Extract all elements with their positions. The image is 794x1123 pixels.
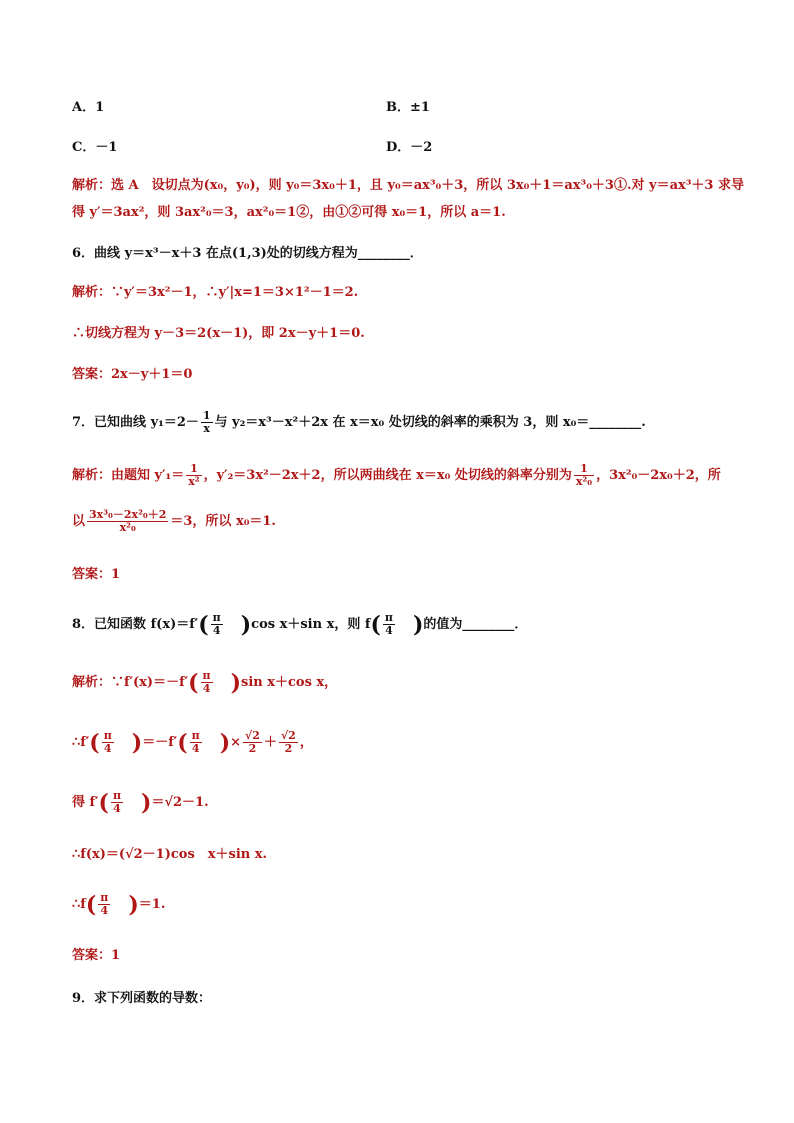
option-c: C．－1 xyxy=(72,140,118,155)
fraction-denominator: 2 xyxy=(248,742,257,755)
q8-question-part: 8．已知函数 f(x)＝f′ xyxy=(72,617,199,632)
pi-over-4-fraction xyxy=(111,790,123,815)
q8-solution-part: ＋ xyxy=(263,735,277,750)
fraction-denominator: x²₀ xyxy=(575,475,593,488)
q8-solution-line3 xyxy=(72,788,209,818)
q8-solution-part: 解析：∵f′(x)＝－f′ xyxy=(72,675,189,690)
fraction-numerator: 1 xyxy=(202,409,211,422)
pi-over-4-fraction xyxy=(211,612,223,637)
q9-question: 9．求下列函数的导数： xyxy=(72,991,212,1006)
pi-over-4-fraction xyxy=(201,670,213,695)
fraction-numerator: π xyxy=(212,611,221,624)
q7-solution-part: ，3x²₀－2x₀＋2，所 xyxy=(596,468,721,483)
fraction-numerator: √2 xyxy=(280,729,296,742)
fraction-numerator: 3x³₀－2x²₀＋2 xyxy=(89,508,167,521)
option-a: A．1 xyxy=(72,100,105,115)
fraction-numerator: π xyxy=(384,611,393,624)
q7-solution-part: ，y′₂＝3x²－2x＋2，所以两曲线在 x＝x₀ 处切线的斜率分别为 xyxy=(203,468,572,483)
q6-solution-line1: 解析：∵y′＝3x²－1，∴y′|x=1＝3×1²－1＝2. xyxy=(72,285,359,300)
q5-solution-line1: 解析：选 A 设切点为(x₀，y₀)，则 y₀＝3x₀＋1，且 y₀＝ax³₀＋3，所以 3x₀＋1＝ax³₀＋3①.对 y＝ax³＋3 求导 xyxy=(72,178,745,193)
open-paren: ( xyxy=(177,729,188,756)
fraction-numerator: π xyxy=(191,729,200,742)
pi-over-4-fraction xyxy=(102,730,114,755)
pi-over-4-fraction xyxy=(190,730,202,755)
close-paren: ) xyxy=(131,729,143,756)
option-d: D．－2 xyxy=(386,140,433,155)
q8-solution-part: ＝√2－1. xyxy=(151,795,209,810)
q8-solution-part: × xyxy=(230,735,242,750)
fraction-denominator: 4 xyxy=(202,682,211,695)
close-paren: ) xyxy=(128,891,139,918)
q7-solution-part: ＝3，所以 x₀＝1. xyxy=(170,514,276,529)
q7-solution-fraction xyxy=(186,463,201,488)
fraction-numerator: 1 xyxy=(186,463,201,476)
open-paren: ( xyxy=(89,729,100,756)
pi-over-4-fraction xyxy=(98,892,110,917)
open-paren: ( xyxy=(85,891,97,918)
fraction-numerator: π xyxy=(100,891,109,904)
open-paren: ( xyxy=(370,611,381,638)
q7-solution-fraction xyxy=(574,463,594,488)
fraction-numerator: √2 xyxy=(245,729,260,742)
q8-solution-part: sin x＋cos x， xyxy=(241,675,338,690)
pi-over-4-fraction xyxy=(383,612,395,637)
fraction-denominator: x xyxy=(203,422,210,435)
close-paren: ) xyxy=(219,729,231,756)
close-paren: ) xyxy=(240,611,252,638)
q7-solution-fraction xyxy=(87,509,168,534)
q7-question-suffix: 与 y₂＝x³－x²＋2x 在 x＝x₀ 处切线的斜率的乘积为 3，则 x₀＝________. xyxy=(214,415,646,430)
q6-answer: 答案：2x－y＋1＝0 xyxy=(72,367,193,382)
close-paren: ) xyxy=(141,789,152,816)
q8-answer: 答案：1 xyxy=(72,948,121,963)
q7-solution-line1 xyxy=(72,462,721,490)
fraction-denominator: 4 xyxy=(385,624,393,637)
q8-solution-part: ∴f xyxy=(72,897,86,912)
q6-question: 6．曲线 y＝x³－x＋3 在点(1,3)处的切线方程为________． xyxy=(72,246,423,261)
fraction-numerator: 1 xyxy=(574,463,594,476)
fraction-denominator: 4 xyxy=(100,904,109,917)
close-paren: ) xyxy=(230,669,241,696)
sqrt2-over-2-fraction xyxy=(279,730,298,755)
q8-solution-part: 得 f′ xyxy=(72,795,99,810)
fraction-numerator: π xyxy=(112,789,122,802)
q7-solution-part: 解析：由题知 y′₁＝ xyxy=(72,468,185,483)
q8-solution-line2 xyxy=(72,728,313,758)
open-paren: ( xyxy=(198,611,209,638)
fraction-denominator: 4 xyxy=(113,802,121,815)
q7-solution-line2 xyxy=(72,508,276,536)
open-paren: ( xyxy=(188,669,199,696)
q7-question-prefix: 7．已知曲线 y₁＝2－ xyxy=(72,415,199,430)
fraction-denominator: 4 xyxy=(103,742,112,755)
q7-solution-part: 以 xyxy=(72,514,86,529)
q7-question xyxy=(72,409,646,437)
q8-solution-line1 xyxy=(72,668,337,698)
fraction-denominator: x² xyxy=(188,475,200,488)
fraction-numerator: π xyxy=(103,729,112,742)
fraction-denominator: 4 xyxy=(191,742,200,755)
q5-solution-line2: 得 y′＝3ax²，则 3ax²₀＝3，ax²₀＝1②，由①②可得 x₀＝1，所以 a＝1. xyxy=(72,205,506,220)
q7-answer: 答案：1 xyxy=(72,567,121,582)
fraction-denominator: x²₀ xyxy=(119,521,136,534)
q8-solution-part: ＝1. xyxy=(138,897,166,912)
close-paren: ) xyxy=(412,611,424,638)
fraction-denominator: 2 xyxy=(284,742,293,755)
q8-question-part: 的值为________． xyxy=(423,617,528,632)
q7-question-fraction xyxy=(201,410,213,435)
q8-solution-line4: ∴f(x)＝(√2－1)cos x＋sin x. xyxy=(72,847,268,862)
q8-question xyxy=(72,610,527,640)
sqrt2-over-2-fraction xyxy=(243,730,262,755)
q8-solution-part: ， xyxy=(299,735,313,750)
q8-solution-part: ∴f′ xyxy=(72,735,90,750)
open-paren: ( xyxy=(98,789,109,816)
q8-solution-line5 xyxy=(72,890,165,920)
q6-solution-line2: ∴切线方程为 y－3＝2(x－1)，即 2x－y＋1＝0. xyxy=(72,326,365,341)
fraction-numerator: π xyxy=(202,669,211,682)
q8-solution-part: ＝－f′ xyxy=(142,735,178,750)
option-b: B．±1 xyxy=(386,100,430,115)
q8-question-part: cos x＋sin x，则 f xyxy=(251,617,371,632)
fraction-denominator: 4 xyxy=(212,624,221,637)
